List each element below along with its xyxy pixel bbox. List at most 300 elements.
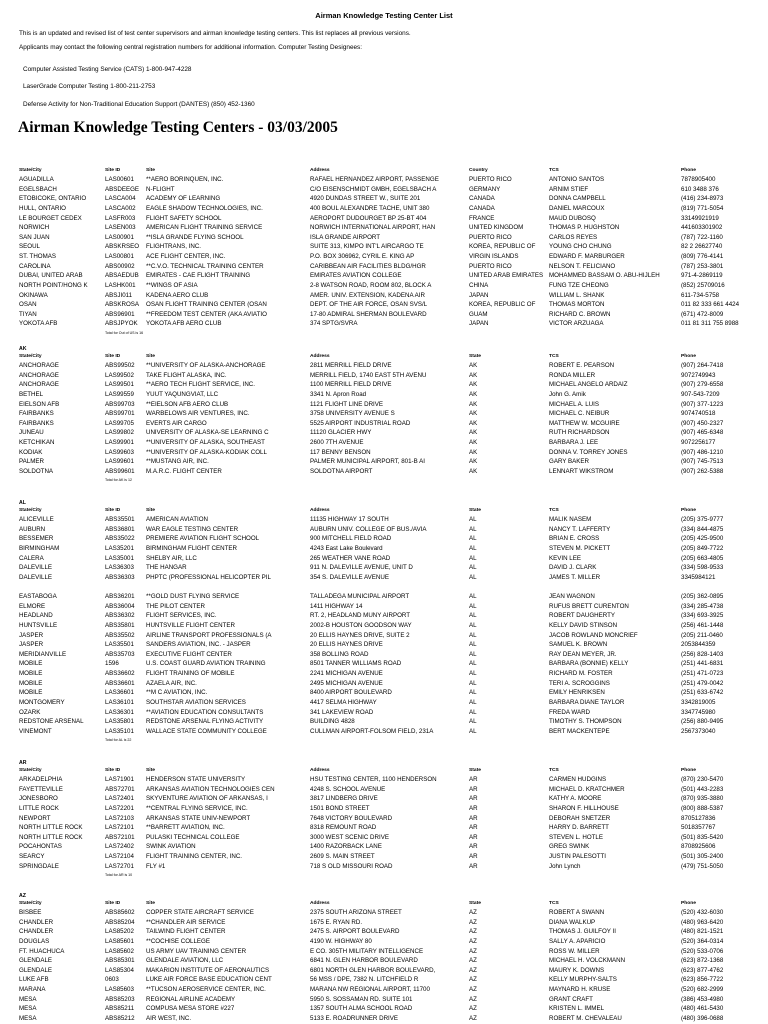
table-row <box>0 985 768 995</box>
cell-state: AL <box>469 718 477 726</box>
cell-site-id: ABS99701 <box>105 410 135 418</box>
cell-address: 2475 S. AIRPORT BOULEVARD <box>310 928 400 936</box>
header-site: Site <box>146 768 155 773</box>
cell-city: SEARCY <box>19 853 45 861</box>
cell-tcs: MICHAEL H. VOLCKMANN <box>549 957 626 965</box>
cell-site: PHPTC (PROFESSIONAL HELICOPTER PIL <box>146 573 271 581</box>
cell-city: CAROLINA <box>19 262 51 270</box>
cell-site: EAGLE SHADOW TECHNOLOGIES, INC. <box>146 204 263 212</box>
cell-address: 8501 TANNER WILLIAMS ROAD <box>310 660 402 668</box>
cell-site-id: LAS35101 <box>105 727 134 735</box>
table-row <box>0 611 768 621</box>
cell-address: 2811 MERRILL FIELD DRIVE <box>310 362 392 369</box>
cell-city: BIRMINGHAM <box>19 544 60 552</box>
cell-city: SAN JUAN <box>19 233 50 241</box>
cell-site: **M C AVIATION, INC. <box>146 689 208 697</box>
cell-phone: (416) 234-8973 <box>681 195 724 203</box>
table-row <box>0 262 768 272</box>
cell-address: 3341 N. Apron Road <box>310 390 367 398</box>
cell-city: DUBAI, UNITED ARAB <box>19 272 83 280</box>
table-row <box>0 631 768 641</box>
cell-site: ACE FLIGHT CENTER, INC. <box>146 253 226 261</box>
cell-city: MESA <box>19 995 37 1003</box>
cell-phone: (480) 461-5430 <box>681 1005 724 1013</box>
cell-site-id: LASFR003 <box>105 214 136 222</box>
cell-city: ANCHORAGE <box>19 362 59 369</box>
cell-phone: (907) 465-6348 <box>681 429 724 437</box>
cell-phone: 2053844359 <box>681 641 716 649</box>
cell-state: AK <box>469 448 478 456</box>
cell-site: THE HANGAR <box>146 564 187 572</box>
cell-city: DALEVILLE <box>19 573 53 581</box>
cell-phone: (256) 828-1403 <box>681 650 724 658</box>
cell-phone: (256) 880-9495 <box>681 718 724 726</box>
table-row <box>0 995 768 1005</box>
cell-site-id: ABS35703 <box>105 650 135 658</box>
cell-site: REGIONAL AIRLINE ACADEMY <box>146 995 236 1003</box>
cell-tcs: BARBARA DIANE TAYLOR <box>549 698 625 706</box>
cell-city: DOUGLAS <box>19 937 50 945</box>
cell-tcs: STEVEN M. PICKETT <box>549 544 611 552</box>
cell-site: WARBELOWS AIR VENTURES, INC. <box>146 410 250 418</box>
cell-site: **GOLD DUST FLYING SERVICE <box>146 593 240 601</box>
cell-state: UNITED KINGDOM <box>469 224 524 232</box>
cell-site: SANDERS AVIATION, INC. - JASPER <box>146 641 251 649</box>
cell-city: MOBILE <box>19 689 43 697</box>
cell-phone: 9072749943 <box>681 371 716 379</box>
cell-site-id: LASHK001 <box>105 281 136 289</box>
cell-city: VINEMONT <box>19 727 52 735</box>
table-row <box>0 918 768 928</box>
cell-site-id: ABS35501 <box>105 516 135 523</box>
cell-city: DALEVILLE <box>19 564 53 572</box>
cell-address: 358 BOLLING ROAD <box>310 650 369 658</box>
cell-site: ACADEMY OF LEARNING <box>146 195 221 203</box>
cell-phone: (501) 835-5420 <box>681 833 724 841</box>
cell-phone: (334) 844-4875 <box>681 525 724 533</box>
cell-state: AR <box>469 804 478 812</box>
cell-state: PUERTO RICO <box>469 233 512 241</box>
cell-state: AZ <box>469 995 477 1003</box>
cell-tcs: NELSON T. FELICIANO <box>549 262 616 270</box>
cell-state: AL <box>469 564 477 572</box>
cell-site: **UNIVERSITY OF ALASKA, SOUTHEAST <box>146 439 265 447</box>
table-row <box>0 194 768 204</box>
cell-phone: (907) 279-6558 <box>681 381 724 389</box>
cell-site-id: LAS99601 <box>105 458 134 466</box>
cell-site: **CENTRAL FLYING SERVICE, INC. <box>146 804 248 812</box>
cell-state: CANADA <box>469 204 495 212</box>
cell-city: EASTABOGA <box>19 593 57 601</box>
cell-city: EIELSON AFB <box>19 400 60 408</box>
cell-city: KODIAK <box>19 448 43 456</box>
cell-state: AK <box>469 439 478 447</box>
cell-phone: (480) 396-0688 <box>681 1014 724 1022</box>
header-tcs: TCS <box>549 168 559 173</box>
cell-site: UNIVERSITY OF ALASKA-SE LEARNING C <box>146 429 269 437</box>
cell-site-id: LAS72201 <box>105 804 134 812</box>
cell-city: POCAHONTAS <box>19 843 62 851</box>
table-row <box>0 281 768 291</box>
cell-tcs: BERT MACKENTEPE <box>549 727 610 735</box>
cell-state: AZ <box>469 986 477 994</box>
cell-state: AL <box>469 544 477 552</box>
cell-state: VIRGIN ISLANDS <box>469 253 519 261</box>
cell-address: 1675 E. RYAN RD. <box>310 918 363 926</box>
cell-city: KETCHIKAN <box>19 439 55 447</box>
cell-site: SWINK AVIATION <box>146 843 196 851</box>
cell-address: DEPT. OF THE AIR FORCE, OSAN SVS/L <box>310 301 428 309</box>
cell-phone: (787) 722-1160 <box>681 233 723 241</box>
cell-tcs: HARRY D. BARRETT <box>549 824 609 832</box>
cell-city: CALERA <box>19 554 44 562</box>
cell-site-id: LAS36601 <box>105 689 134 697</box>
cell-tcs: BARBARA (BONNIE) KELLY <box>549 660 629 668</box>
cell-tcs: RICHARD M. FOSTER <box>549 670 613 678</box>
cell-address: 3817 LINDBERG DRIVE <box>310 795 378 803</box>
cell-tcs: VICTOR ARZUAGA <box>549 320 604 328</box>
cell-phone: 5018357767 <box>681 824 716 832</box>
cell-site: WALLACE STATE COMMUNITY COLLEGE <box>146 727 267 735</box>
cell-address: SOLDOTNA AIRPORT <box>310 467 373 475</box>
cell-address: MERRILL FIELD, 1740 EAST 5TH AVENU <box>310 371 427 379</box>
cell-site-id: ABS00902 <box>105 262 135 270</box>
cell-site-id: LASCA004 <box>105 195 136 203</box>
cell-address: 400 BOUL ALEXANDRE TACHE, UNIT 380 <box>310 204 430 212</box>
cell-address: 2375 SOUTH ARIZONA STREET <box>310 909 402 916</box>
cell-tcs: ANTONIO SANTOS <box>549 176 605 183</box>
cell-state: AK <box>469 410 478 418</box>
cell-site: US ARMY UAV TRAINING CENTER <box>146 947 247 955</box>
cell-city: MOBILE <box>19 679 43 687</box>
cell-tcs: BARBARA J. LEE <box>549 439 599 447</box>
cell-state: AR <box>469 785 478 793</box>
cell-state: AL <box>469 554 477 562</box>
cell-city: ETOBICOKE, ONTARIO <box>19 195 87 203</box>
header-state: State <box>469 354 481 359</box>
cell-phone: 441603301902 <box>681 224 723 232</box>
table-row <box>0 214 768 224</box>
cell-site-id: LAS36301 <box>105 708 134 716</box>
cell-address: 1100 MERRILL FIELD DRIVE <box>310 381 392 389</box>
cell-address: 4243 East Lake Boulevard <box>310 544 383 552</box>
cell-phone: (205) 425-9500 <box>681 535 724 543</box>
cell-phone: (520) 432-6030 <box>681 909 724 916</box>
cell-tcs: TERI A. SCROGGINS <box>549 679 610 687</box>
cell-city: JASPER <box>19 631 44 639</box>
table-row <box>0 380 768 390</box>
cell-site: **BARRETT AVIATION, INC. <box>146 824 225 832</box>
table-row <box>0 409 768 419</box>
cell-state: AL <box>469 727 477 735</box>
cell-city: ANCHORAGE <box>19 381 59 389</box>
table-row <box>0 794 768 804</box>
cell-state: AZ <box>469 947 477 955</box>
cell-site-id: ABSAEDUB <box>105 272 139 280</box>
cell-city: HULL, ONTARIO <box>19 204 66 212</box>
cell-city: NORTH LITTLE ROCK <box>19 824 83 832</box>
cell-city: MESA <box>19 1014 37 1022</box>
cell-site-id: LAS72402 <box>105 843 134 851</box>
cell-site-id: ABS36601 <box>105 679 135 687</box>
cell-phone: (480) 963-6420 <box>681 918 724 926</box>
cell-site-id: LAS00901 <box>105 233 134 241</box>
table-row <box>0 371 768 381</box>
cell-tcs: MATTHEW W. MCGUIRE <box>549 419 620 427</box>
cell-tcs: JAMES T. MILLER <box>549 573 601 581</box>
cell-address: 6801 NORTH GLEN HARBOR BOULEVARD, <box>310 966 436 974</box>
header-site: Site <box>146 508 155 513</box>
header-state: State <box>469 508 481 513</box>
cell-address: 265 WEATHER VANE ROAD <box>310 554 391 562</box>
cell-site-id: ABSKRSEO <box>105 243 140 251</box>
cell-tcs: ARNIM STIEF <box>549 185 589 193</box>
cell-tcs: KATHY A. MOORE <box>549 795 602 803</box>
cell-city: MERIDIANVILLE <box>19 650 67 658</box>
cell-address: BUILDING 4828 <box>310 718 355 726</box>
cell-city: ST. THOMAS <box>19 253 57 261</box>
cell-phone: (520) 533-0706 <box>681 947 724 955</box>
cell-site-id: ABS72101 <box>105 833 135 841</box>
cell-address: 5525 AIRPORT INDUSTRIAL ROAD <box>310 419 411 427</box>
cell-address: 4248 S. SCHOOL AVENUE <box>310 785 386 793</box>
cell-site: **C.V.O. TECHNICAL TRAINING CENTER <box>146 262 264 270</box>
cell-site-id: ABS99703 <box>105 400 135 408</box>
cell-address: 1411 HIGHWAY 14 <box>310 602 363 610</box>
cell-city: SOLDOTNA <box>19 467 54 475</box>
cell-site: **AERO BORINQUEN, INC. <box>146 176 224 183</box>
cell-city: OSAN <box>19 301 37 309</box>
cell-site-id: ABS85602 <box>105 909 135 916</box>
cell-phone: (623) 877-4762 <box>681 966 724 974</box>
cell-site-id: LAS35501 <box>105 641 134 649</box>
cell-site: GLENDALE AVIATION, LLC <box>146 957 224 965</box>
cell-phone: (205) 663-4805 <box>681 554 724 562</box>
cell-tcs: TIMOTHY S. THOMPSON <box>549 718 622 726</box>
cell-tcs: JEAN WAGNON <box>549 593 595 601</box>
cell-city: REDSTONE ARSENAL <box>19 718 84 726</box>
cell-site-id: 0603 <box>105 976 119 984</box>
cell-site-id: LAS99603 <box>105 448 134 456</box>
cell-state: AL <box>469 689 477 697</box>
cell-site-id: ABS99502 <box>105 362 135 369</box>
cell-phone: (501) 305-2400 <box>681 853 724 861</box>
cell-site-id: ABS35801 <box>105 621 135 629</box>
cell-address: 4920 DUNDAS STREET W., SUITE 201 <box>310 195 421 203</box>
cell-phone: (205) 211-0460 <box>681 631 723 639</box>
table-row <box>0 842 768 852</box>
cell-phone: (907) 450-2327 <box>681 419 724 427</box>
cell-phone: (671) 472-8009 <box>681 310 724 318</box>
cell-address: 8318 REMOUNT ROAD <box>310 824 377 832</box>
cell-phone: (800) 888-5387 <box>681 804 724 812</box>
cell-address: PALMER MUNICIPAL AIRPORT, 801-B AI <box>310 458 425 466</box>
table-row <box>0 908 768 918</box>
table-row <box>0 361 768 371</box>
cell-address: 3758 UNIVERSITY AVENUE S <box>310 410 395 418</box>
cell-site-id: LAS35801 <box>105 718 134 726</box>
cell-state: CANADA <box>469 195 495 203</box>
cell-address: 11120 GLACIER HWY <box>310 429 372 437</box>
cell-state: AZ <box>469 1014 477 1022</box>
cell-phone: (386) 453-4980 <box>681 995 724 1003</box>
cell-tcs: MICHAEL C. NEIBUR <box>549 410 610 418</box>
cell-address: 11135 HIGHWAY 17 SOUTH <box>310 516 389 523</box>
cell-address: 117 BENNY BENSON <box>310 448 371 456</box>
cell-city: HUNTSVILLE <box>19 621 58 629</box>
cell-city: GLENDALE <box>19 957 53 965</box>
cell-city: JONESBORO <box>19 795 58 803</box>
table-row <box>0 650 768 660</box>
cell-phone: (205) 362-0895 <box>681 593 724 601</box>
table-row <box>0 563 768 573</box>
cell-city: JUNEAU <box>19 429 44 437</box>
header-state: State <box>469 901 481 906</box>
cell-site-id: LASEN003 <box>105 224 136 232</box>
cell-site: N-FLIGHT <box>146 185 175 193</box>
cell-address: HSU TESTING CENTER, 1100 HENDERSON <box>310 776 437 783</box>
table-row <box>0 956 768 966</box>
header-site-id: Site ID <box>105 354 121 359</box>
cell-state: AZ <box>469 957 477 965</box>
cell-city: AGUADILLA <box>19 176 54 183</box>
cell-address: 900 MITCHELL FIELD ROAD <box>310 535 392 543</box>
header-tcs: TCS <box>549 901 559 906</box>
cell-city: BETHEL <box>19 390 44 398</box>
table-row <box>0 947 768 957</box>
table-row <box>0 515 768 525</box>
table-row <box>0 717 768 727</box>
cell-tcs: JACOB ROWLAND MONCRIEF <box>549 631 638 639</box>
cell-site-id: LAS00801 <box>105 253 134 261</box>
table-row <box>0 785 768 795</box>
cell-tcs: DANIEL MARCOUX <box>549 204 605 212</box>
cell-state: AL <box>469 612 477 620</box>
cell-tcs: RICHARD C. BROWN <box>549 310 611 318</box>
cell-phone: (480) 821-1521 <box>681 928 724 936</box>
cell-site: WAR EAGLE TESTING CENTER <box>146 525 239 533</box>
cell-site: TAILWIND FLIGHT CENTER <box>146 928 226 936</box>
cell-site: **COCHISE COLLEGE <box>146 937 210 945</box>
cell-site: COPPER STATE AIRCRAFT SERVICE <box>146 909 254 916</box>
cell-tcs: EMILY HENRIKSEN <box>549 689 605 697</box>
cell-site: THE PILOT CENTER <box>146 602 206 610</box>
intro-line-2: Applicants may contact the following central registration numbers for additional information. Computer Testing Designees: <box>19 44 363 51</box>
cell-site-id: LAS99501 <box>105 381 134 389</box>
table-row <box>0 185 768 195</box>
cell-tcs: MOHAMMED BASSAM O. ABU-HIJLEH <box>549 272 660 280</box>
header-tcs: TCS <box>549 768 559 773</box>
cell-tcs: MAURY K. DOWNS <box>549 966 605 974</box>
cell-phone: (251) 633-6742 <box>681 689 724 697</box>
cell-site: **FREEDOM TEST CENTER (AKA AVIATIO <box>146 310 267 318</box>
cell-address: CULLMAN AIRPORT-FOLSOM FIELD, 231A <box>310 727 434 735</box>
cell-state: AZ <box>469 928 477 936</box>
cell-state: AK <box>469 390 478 398</box>
cell-tcs: John Lynch <box>549 862 581 870</box>
cell-state: AK <box>469 458 478 466</box>
cell-phone: 3347745980 <box>681 708 716 716</box>
cell-site: ARKANSAS STATE UNIV-NEWPORT <box>146 814 251 822</box>
cell-tcs: KEVIN LEE <box>549 554 581 562</box>
cell-site: HUNTSVILLE FLIGHT CENTER <box>146 621 235 629</box>
cell-city: JASPER <box>19 641 44 649</box>
cell-site: SHELBY AIR, LLC <box>146 554 197 562</box>
table-row <box>0 937 768 947</box>
cell-state: AL <box>469 641 477 649</box>
cell-state: AZ <box>469 909 477 916</box>
cell-site-id: ABS36004 <box>105 602 135 610</box>
section-total: Total for AL is 22 <box>105 737 132 742</box>
cell-city: ANCHORAGE <box>19 371 59 379</box>
cell-state: AL <box>469 670 477 678</box>
table-row <box>0 814 768 824</box>
cell-phone: (205) 849-7722 <box>681 544 724 552</box>
table-row <box>0 1004 768 1014</box>
cell-address: 4417 SELMA HIGHWAY <box>310 698 377 706</box>
cell-state: AK <box>469 467 478 475</box>
table-row <box>0 438 768 448</box>
cell-phone: (251) 471-0723 <box>681 670 724 678</box>
cell-state: AR <box>469 824 478 832</box>
cell-site-id: LAS35001 <box>105 554 134 562</box>
cell-phone: (819) 771-5054 <box>681 204 724 212</box>
table-row <box>0 621 768 631</box>
cell-phone: 2567373040 <box>681 727 716 735</box>
table-row <box>0 242 768 252</box>
cell-city: NORWICH <box>19 224 50 232</box>
cell-tcs: DIANA WALKUP <box>549 918 596 926</box>
cell-site-id: ABS85301 <box>105 957 135 965</box>
cell-site: PREMIERE AVIATION FLIGHT SCHOOL <box>146 535 260 543</box>
table-row <box>0 727 768 737</box>
cell-site: **ISLA GRANDE FLYING SCHOOL <box>146 233 244 241</box>
table-row <box>0 823 768 833</box>
cell-phone: 011 81 311 755 8988 <box>681 320 739 328</box>
cell-tcs: MICHAEL D. KRATCHMER <box>549 785 625 793</box>
cell-phone: (251) 479-0042 <box>681 679 724 687</box>
cell-tcs: MICHAEL A. LUIS <box>549 400 599 408</box>
cell-state: JAPAN <box>469 291 489 299</box>
cell-state: AZ <box>469 976 477 984</box>
cell-site-id: LAS99705 <box>105 419 134 427</box>
cell-site-id: LAS71901 <box>105 776 134 783</box>
cell-phone: 9074740518 <box>681 410 716 418</box>
cell-city: SPRINGDALE <box>19 862 59 870</box>
header-tcs: TCS <box>549 354 559 359</box>
cell-state: FRANCE <box>469 214 495 222</box>
cell-state: AL <box>469 650 477 658</box>
cell-city: PALMER <box>19 458 44 466</box>
cell-tcs: STEVEN L. HOTLE <box>549 833 603 841</box>
cell-city: SEOUL <box>19 243 40 251</box>
cell-site-id: LAS85304 <box>105 966 134 974</box>
cell-tcs: BRIAN E. CROSS <box>549 535 600 543</box>
cell-address: 354 S. DALEVILLE AVENUE <box>310 573 389 581</box>
cell-tcs: KELLY MURPHY-SALTS <box>549 976 617 984</box>
cell-site-id: ABS36302 <box>105 612 135 620</box>
cell-phone: (256) 461-1448 <box>681 621 724 629</box>
cell-address: E CO. 305TH MILITARY INTELLIGENCE <box>310 947 424 955</box>
cell-tcs: MAYNARD H. KRUSE <box>549 986 611 994</box>
table-row <box>0 428 768 438</box>
cell-site-id: ABS36801 <box>105 525 135 533</box>
cell-city: CHANDLER <box>19 918 54 926</box>
cell-phone: (520) 682-2999 <box>681 986 724 994</box>
cell-address: 3000 WEST SCENIC DRIVE <box>310 833 389 841</box>
cell-address: 8400 AIRPORT BOULEVARD <box>310 689 392 697</box>
cell-address: 1501 BOND STREET <box>310 804 370 812</box>
